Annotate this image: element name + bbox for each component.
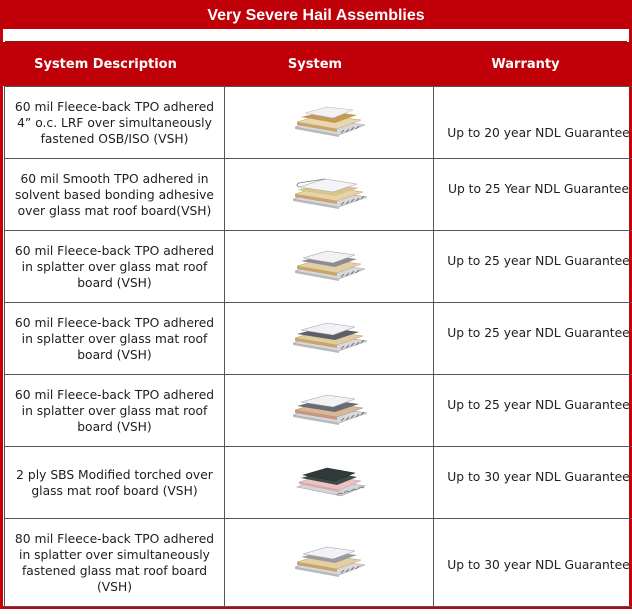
table-row bbox=[5, 87, 632, 159]
table-row bbox=[5, 231, 632, 303]
table-row bbox=[5, 303, 632, 375]
warranty-cell: Up to 25 Year NDL Guarantee bbox=[434, 159, 632, 231]
table-row bbox=[5, 159, 632, 231]
warranty-cell: Up to 20 year NDL Guarantee bbox=[434, 87, 632, 159]
roof-assembly-tpo-fleece-osb-icon bbox=[291, 105, 367, 137]
system-cell bbox=[225, 159, 434, 231]
table-row bbox=[5, 375, 632, 447]
table-row bbox=[5, 519, 632, 607]
roof-assembly-sbs-icon bbox=[291, 465, 367, 497]
system-cell bbox=[225, 447, 434, 519]
assemblies-table bbox=[4, 86, 632, 607]
header-warranty: Warranty bbox=[491, 56, 560, 72]
header-system-description: System Description bbox=[34, 56, 177, 72]
system-cell bbox=[225, 87, 434, 159]
table-row bbox=[5, 447, 632, 519]
roof-assembly-tpo-smooth-icon bbox=[291, 177, 367, 209]
system-description-cell: 60 mil Smooth TPO adhered in solvent based bonding adhesive over glass mat roof board(VSH) bbox=[5, 159, 225, 231]
system-description-cell: 60 mil Fleece-back TPO adhered 4” o.c. LRF over simultaneously fastened OSB/ISO (VSH) bbox=[5, 87, 225, 159]
warranty-cell: Up to 25 year NDL Guarantee bbox=[434, 375, 632, 447]
system-description-cell: 60 mil Fleece-back TPO adhered in splatter over glass mat roof board (VSH) bbox=[5, 303, 225, 375]
system-cell bbox=[225, 375, 434, 447]
system-description-cell: 80 mil Fleece-back TPO adhered in splatter over simultaneously fastened glass mat roof board (VSH) bbox=[5, 519, 225, 607]
warranty-cell: Up to 25 year NDL Guarantee bbox=[434, 231, 632, 303]
title-separator bbox=[5, 29, 627, 42]
system-cell bbox=[225, 303, 434, 375]
roof-assembly-tpo-fleece-icon bbox=[291, 545, 367, 577]
warranty-cell: Up to 25 year NDL Guarantee bbox=[434, 303, 632, 375]
warranty-cell: Up to 30 year NDL Guarantee bbox=[434, 519, 632, 607]
system-cell bbox=[225, 519, 434, 607]
table-title: Very Severe Hail Assemblies bbox=[0, 0, 632, 29]
system-description-cell: 2 ply SBS Modified torched over glass mat roof board (VSH) bbox=[5, 447, 225, 519]
roof-assembly-tpo-fleece-icon bbox=[291, 393, 367, 425]
system-description-cell: 60 mil Fleece-back TPO adhered in splatter over glass mat roof board (VSH) bbox=[5, 375, 225, 447]
roof-assembly-tpo-fleece-icon bbox=[291, 249, 367, 281]
system-description-cell: 60 mil Fleece-back TPO adhered in splatter over glass mat roof board (VSH) bbox=[5, 231, 225, 303]
system-cell bbox=[225, 231, 434, 303]
table-header bbox=[0, 42, 632, 86]
roof-assembly-tpo-fleece-icon bbox=[291, 321, 367, 353]
warranty-cell: Up to 30 year NDL Guarantee bbox=[434, 447, 632, 519]
header-system: System bbox=[287, 56, 343, 72]
